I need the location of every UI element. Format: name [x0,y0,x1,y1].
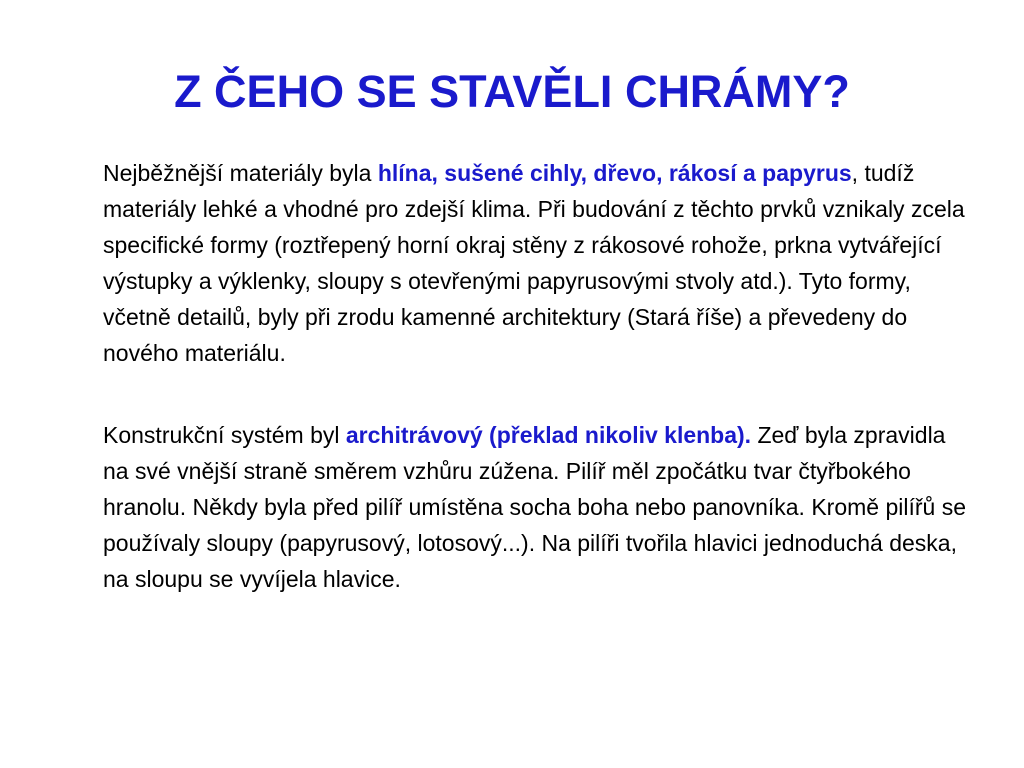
paragraph-construction-intro: Konstrukční systém byl [103,422,346,448]
construction-highlight: architrávový (překlad nikoliv klenba). [345,422,752,448]
materials-highlight: hlína, sušené cihly, dřevo, rákosí a papyrus [377,160,852,186]
paragraph-construction [103,417,973,597]
paragraph-materials-rest: , tudíž materiály lehké a vhodné pro zdejší klima. Při budování z těchto prvků vznikaly zcela specifické formy (roztřepený horní okraj stěny z rákosové rohože, prkna vytvářející výstupky a výklenky, sloupy s otevřenými papyrusovými stvoly atd.). Tyto formy, včetně detailů, byly při zrodu kamenné architektury (Stará říše) a převedeny do nového materiálu. [103,160,965,366]
paragraph-materials-intro: Nejběžnější materiály byla [103,160,378,186]
paragraph-construction-rest: Zeď byla zpravidla na své vnější straně směrem vzhůru zúžena. Pilíř měl zpočátku tvar čtyřbokého hranolu. Někdy byla před pilíř umístěna socha boha nebo panovníka. Kromě pilířů se používaly sloupy (papyrusový, lotosový...). Na pilíři tvořila hlavici jednoduchá deska, na sloupu se vyvíjela hlavice. [103,422,967,592]
slide-body [103,155,973,597]
slide-title: Z ČEHO SE STAVĚLI CHRÁMY? [174,66,850,117]
paragraph-materials [103,155,973,371]
